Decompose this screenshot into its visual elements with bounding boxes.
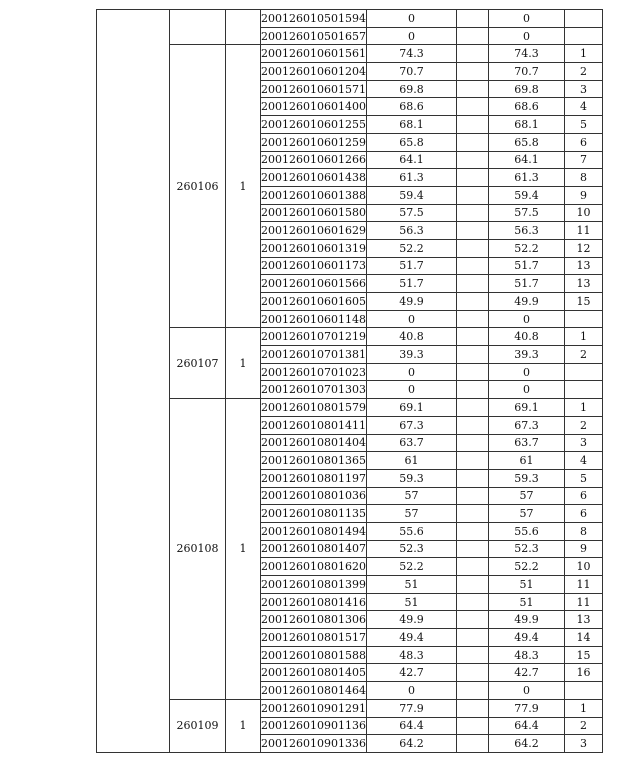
final-score-cell: 56.3 bbox=[488, 222, 564, 240]
bonus-cell bbox=[456, 275, 488, 293]
rank-cell: 11 bbox=[564, 593, 602, 611]
candidate-id-cell: 200126010601204 bbox=[261, 63, 367, 81]
candidate-id-cell: 200126010601438 bbox=[261, 169, 367, 187]
candidate-id-cell: 200126010801365 bbox=[261, 452, 367, 470]
final-score-cell: 69.1 bbox=[488, 399, 564, 417]
score-cell: 63.7 bbox=[366, 434, 456, 452]
bonus-cell bbox=[456, 257, 488, 275]
candidate-id-cell: 200126010901291 bbox=[261, 699, 367, 717]
score-cell: 51.7 bbox=[366, 257, 456, 275]
rank-cell: 9 bbox=[564, 186, 602, 204]
rank-cell: 9 bbox=[564, 540, 602, 558]
final-score-cell: 55.6 bbox=[488, 522, 564, 540]
score-cell: 49.9 bbox=[366, 293, 456, 311]
score-cell: 68.1 bbox=[366, 116, 456, 134]
final-score-cell: 57 bbox=[488, 487, 564, 505]
final-score-cell: 49.9 bbox=[488, 611, 564, 629]
table-row bbox=[97, 399, 603, 417]
rank-cell: 1 bbox=[564, 328, 602, 346]
rank-cell: 8 bbox=[564, 169, 602, 187]
final-score-cell: 68.6 bbox=[488, 98, 564, 116]
bonus-cell bbox=[456, 116, 488, 134]
candidate-id-cell: 200126010901336 bbox=[261, 735, 367, 753]
final-score-cell: 61 bbox=[488, 452, 564, 470]
rank-cell: 1 bbox=[564, 45, 602, 63]
score-cell: 69.1 bbox=[366, 399, 456, 417]
bonus-cell bbox=[456, 310, 488, 328]
position-code-cell: 260108 bbox=[170, 399, 226, 700]
score-cell: 51 bbox=[366, 593, 456, 611]
candidate-id-cell: 200126010801464 bbox=[261, 682, 367, 700]
rank-cell: 15 bbox=[564, 646, 602, 664]
score-cell: 64.1 bbox=[366, 151, 456, 169]
score-cell: 64.2 bbox=[366, 735, 456, 753]
score-cell: 59.3 bbox=[366, 469, 456, 487]
rank-cell: 12 bbox=[564, 239, 602, 257]
rank-cell: 13 bbox=[564, 275, 602, 293]
rank-cell bbox=[564, 381, 602, 399]
rank-cell: 2 bbox=[564, 346, 602, 364]
bonus-cell bbox=[456, 151, 488, 169]
score-cell: 40.8 bbox=[366, 328, 456, 346]
candidate-id-cell: 200126010601629 bbox=[261, 222, 367, 240]
bonus-cell bbox=[456, 593, 488, 611]
final-score-cell: 49.9 bbox=[488, 293, 564, 311]
score-cell: 74.3 bbox=[366, 45, 456, 63]
bonus-cell bbox=[456, 328, 488, 346]
score-cell: 0 bbox=[366, 10, 456, 28]
rank-cell: 15 bbox=[564, 293, 602, 311]
rank-cell: 8 bbox=[564, 522, 602, 540]
score-cell: 0 bbox=[366, 682, 456, 700]
table-row bbox=[97, 45, 603, 63]
score-cell: 49.9 bbox=[366, 611, 456, 629]
final-score-cell: 64.2 bbox=[488, 735, 564, 753]
rank-cell: 7 bbox=[564, 151, 602, 169]
candidate-id-cell: 200126010801405 bbox=[261, 664, 367, 682]
final-score-cell: 65.8 bbox=[488, 133, 564, 151]
candidate-id-cell: 200126010801494 bbox=[261, 522, 367, 540]
candidate-id-cell: 200126010801407 bbox=[261, 540, 367, 558]
final-score-cell: 0 bbox=[488, 27, 564, 45]
bonus-cell bbox=[456, 540, 488, 558]
final-score-cell: 64.4 bbox=[488, 717, 564, 735]
score-cell: 56.3 bbox=[366, 222, 456, 240]
final-score-cell: 51 bbox=[488, 576, 564, 594]
hire-count-cell: 1 bbox=[226, 45, 261, 328]
final-score-cell: 57.5 bbox=[488, 204, 564, 222]
score-cell: 0 bbox=[366, 27, 456, 45]
final-score-cell: 52.2 bbox=[488, 239, 564, 257]
candidate-id-cell: 200126010801411 bbox=[261, 416, 367, 434]
candidate-id-cell: 200126010801620 bbox=[261, 558, 367, 576]
bonus-cell bbox=[456, 399, 488, 417]
bonus-cell bbox=[456, 452, 488, 470]
bonus-cell bbox=[456, 558, 488, 576]
final-score-cell: 52.2 bbox=[488, 558, 564, 576]
final-score-cell: 49.4 bbox=[488, 629, 564, 647]
final-score-cell: 0 bbox=[488, 363, 564, 381]
candidate-id-cell: 200126010601255 bbox=[261, 116, 367, 134]
candidate-id-cell: 200126010801306 bbox=[261, 611, 367, 629]
table-row bbox=[97, 328, 603, 346]
bonus-cell bbox=[456, 646, 488, 664]
score-cell: 0 bbox=[366, 381, 456, 399]
final-score-cell: 64.1 bbox=[488, 151, 564, 169]
score-cell: 51 bbox=[366, 576, 456, 594]
bonus-cell bbox=[456, 169, 488, 187]
candidate-id-cell: 200126010601580 bbox=[261, 204, 367, 222]
candidate-id-cell: 200126010801197 bbox=[261, 469, 367, 487]
rank-cell: 4 bbox=[564, 452, 602, 470]
final-score-cell: 0 bbox=[488, 682, 564, 700]
rank-cell: 2 bbox=[564, 416, 602, 434]
bonus-cell bbox=[456, 133, 488, 151]
score-cell: 57 bbox=[366, 487, 456, 505]
rank-cell bbox=[564, 10, 602, 28]
final-score-cell: 63.7 bbox=[488, 434, 564, 452]
rank-cell: 6 bbox=[564, 133, 602, 151]
rank-cell: 3 bbox=[564, 80, 602, 98]
final-score-cell: 57 bbox=[488, 505, 564, 523]
bonus-cell bbox=[456, 239, 488, 257]
final-score-cell: 0 bbox=[488, 10, 564, 28]
rank-cell: 3 bbox=[564, 735, 602, 753]
final-score-cell: 40.8 bbox=[488, 328, 564, 346]
score-cell: 0 bbox=[366, 363, 456, 381]
bonus-cell bbox=[456, 363, 488, 381]
score-cell: 61 bbox=[366, 452, 456, 470]
bonus-cell bbox=[456, 346, 488, 364]
rank-cell: 1 bbox=[564, 699, 602, 717]
position-code-cell: 260106 bbox=[170, 45, 226, 328]
hire-count-cell: 1 bbox=[226, 328, 261, 399]
candidate-id-cell: 200126010701381 bbox=[261, 346, 367, 364]
candidate-id-cell: 200126010901136 bbox=[261, 717, 367, 735]
rank-cell bbox=[564, 27, 602, 45]
final-score-cell: 39.3 bbox=[488, 346, 564, 364]
bonus-cell bbox=[456, 80, 488, 98]
rank-cell: 6 bbox=[564, 505, 602, 523]
final-score-cell: 0 bbox=[488, 381, 564, 399]
score-cell: 59.4 bbox=[366, 186, 456, 204]
candidate-id-cell: 200126010601400 bbox=[261, 98, 367, 116]
bonus-cell bbox=[456, 27, 488, 45]
rank-cell: 16 bbox=[564, 664, 602, 682]
score-cell: 51.7 bbox=[366, 275, 456, 293]
rank-cell bbox=[564, 682, 602, 700]
candidate-id-cell: 200126010801399 bbox=[261, 576, 367, 594]
final-score-cell: 51 bbox=[488, 593, 564, 611]
score-cell: 68.6 bbox=[366, 98, 456, 116]
rank-cell: 14 bbox=[564, 629, 602, 647]
candidate-id-cell: 200126010801036 bbox=[261, 487, 367, 505]
score-cell: 0 bbox=[366, 310, 456, 328]
rank-cell: 5 bbox=[564, 469, 602, 487]
candidate-id-cell: 200126010701023 bbox=[261, 363, 367, 381]
hire-count-cell: 1 bbox=[226, 399, 261, 700]
final-score-cell: 59.4 bbox=[488, 186, 564, 204]
bonus-cell bbox=[456, 45, 488, 63]
candidate-id-cell: 200126010801517 bbox=[261, 629, 367, 647]
bonus-cell bbox=[456, 699, 488, 717]
score-cell: 64.4 bbox=[366, 717, 456, 735]
score-table bbox=[96, 9, 603, 753]
rank-cell: 5 bbox=[564, 116, 602, 134]
bonus-cell bbox=[456, 186, 488, 204]
final-score-cell: 77.9 bbox=[488, 699, 564, 717]
candidate-id-cell: 200126010601266 bbox=[261, 151, 367, 169]
position-code-cell: 260107 bbox=[170, 328, 226, 399]
hire-count-cell: 1 bbox=[226, 699, 261, 752]
candidate-id-cell: 200126010601571 bbox=[261, 80, 367, 98]
bonus-cell bbox=[456, 682, 488, 700]
bonus-cell bbox=[456, 664, 488, 682]
bonus-cell bbox=[456, 576, 488, 594]
final-score-cell: 51.7 bbox=[488, 257, 564, 275]
final-score-cell: 70.7 bbox=[488, 63, 564, 81]
candidate-id-cell: 200126010601173 bbox=[261, 257, 367, 275]
score-cell: 77.9 bbox=[366, 699, 456, 717]
candidate-id-cell: 200126010801588 bbox=[261, 646, 367, 664]
score-cell: 52.3 bbox=[366, 540, 456, 558]
bonus-cell bbox=[456, 717, 488, 735]
rank-cell: 11 bbox=[564, 222, 602, 240]
score-cell: 67.3 bbox=[366, 416, 456, 434]
rank-cell: 6 bbox=[564, 487, 602, 505]
candidate-id-cell: 200126010801579 bbox=[261, 399, 367, 417]
rank-cell: 4 bbox=[564, 98, 602, 116]
score-cell: 52.2 bbox=[366, 558, 456, 576]
bonus-cell bbox=[456, 10, 488, 28]
rank-cell: 10 bbox=[564, 558, 602, 576]
candidate-id-cell: 200126010601319 bbox=[261, 239, 367, 257]
score-cell: 65.8 bbox=[366, 133, 456, 151]
candidate-id-cell: 200126010601259 bbox=[261, 133, 367, 151]
score-cell: 42.7 bbox=[366, 664, 456, 682]
position-code-cell: 260109 bbox=[170, 699, 226, 752]
bonus-cell bbox=[456, 204, 488, 222]
rank-cell: 3 bbox=[564, 434, 602, 452]
score-table-body bbox=[97, 10, 603, 753]
score-cell: 61.3 bbox=[366, 169, 456, 187]
final-score-cell: 61.3 bbox=[488, 169, 564, 187]
bonus-cell bbox=[456, 98, 488, 116]
final-score-cell: 74.3 bbox=[488, 45, 564, 63]
final-score-cell: 51.7 bbox=[488, 275, 564, 293]
position-code-cell bbox=[170, 10, 226, 45]
bonus-cell bbox=[456, 381, 488, 399]
final-score-cell: 67.3 bbox=[488, 416, 564, 434]
hire-count-cell bbox=[226, 10, 261, 45]
bonus-cell bbox=[456, 416, 488, 434]
final-score-cell: 69.8 bbox=[488, 80, 564, 98]
rank-cell: 13 bbox=[564, 611, 602, 629]
candidate-id-cell: 200126010601561 bbox=[261, 45, 367, 63]
score-cell: 57 bbox=[366, 505, 456, 523]
score-cell: 48.3 bbox=[366, 646, 456, 664]
candidate-id-cell: 200126010601605 bbox=[261, 293, 367, 311]
bonus-cell bbox=[456, 611, 488, 629]
bonus-cell bbox=[456, 434, 488, 452]
bonus-cell bbox=[456, 487, 488, 505]
bonus-cell bbox=[456, 222, 488, 240]
score-cell: 49.4 bbox=[366, 629, 456, 647]
table-row bbox=[97, 10, 603, 28]
left-blank-column bbox=[97, 10, 170, 753]
bonus-cell bbox=[456, 505, 488, 523]
rank-cell bbox=[564, 363, 602, 381]
candidate-id-cell: 200126010601148 bbox=[261, 310, 367, 328]
table-row bbox=[97, 699, 603, 717]
bonus-cell bbox=[456, 629, 488, 647]
rank-cell: 2 bbox=[564, 717, 602, 735]
candidate-id-cell: 200126010701219 bbox=[261, 328, 367, 346]
score-cell: 70.7 bbox=[366, 63, 456, 81]
candidate-id-cell: 200126010801404 bbox=[261, 434, 367, 452]
score-cell: 52.2 bbox=[366, 239, 456, 257]
rank-cell: 2 bbox=[564, 63, 602, 81]
rank-cell: 11 bbox=[564, 576, 602, 594]
final-score-cell: 42.7 bbox=[488, 664, 564, 682]
rank-cell: 10 bbox=[564, 204, 602, 222]
score-cell: 57.5 bbox=[366, 204, 456, 222]
final-score-cell: 48.3 bbox=[488, 646, 564, 664]
candidate-id-cell: 200126010501657 bbox=[261, 27, 367, 45]
candidate-id-cell: 200126010701303 bbox=[261, 381, 367, 399]
score-cell: 55.6 bbox=[366, 522, 456, 540]
bonus-cell bbox=[456, 735, 488, 753]
candidate-id-cell: 200126010601566 bbox=[261, 275, 367, 293]
bonus-cell bbox=[456, 522, 488, 540]
candidate-id-cell: 200126010801416 bbox=[261, 593, 367, 611]
bonus-cell bbox=[456, 469, 488, 487]
score-cell: 69.8 bbox=[366, 80, 456, 98]
bonus-cell bbox=[456, 293, 488, 311]
rank-cell: 13 bbox=[564, 257, 602, 275]
score-cell: 39.3 bbox=[366, 346, 456, 364]
rank-cell: 1 bbox=[564, 399, 602, 417]
final-score-cell: 52.3 bbox=[488, 540, 564, 558]
rank-cell bbox=[564, 310, 602, 328]
candidate-id-cell: 200126010501594 bbox=[261, 10, 367, 28]
final-score-cell: 0 bbox=[488, 310, 564, 328]
bonus-cell bbox=[456, 63, 488, 81]
candidate-id-cell: 200126010601388 bbox=[261, 186, 367, 204]
final-score-cell: 68.1 bbox=[488, 116, 564, 134]
candidate-id-cell: 200126010801135 bbox=[261, 505, 367, 523]
final-score-cell: 59.3 bbox=[488, 469, 564, 487]
